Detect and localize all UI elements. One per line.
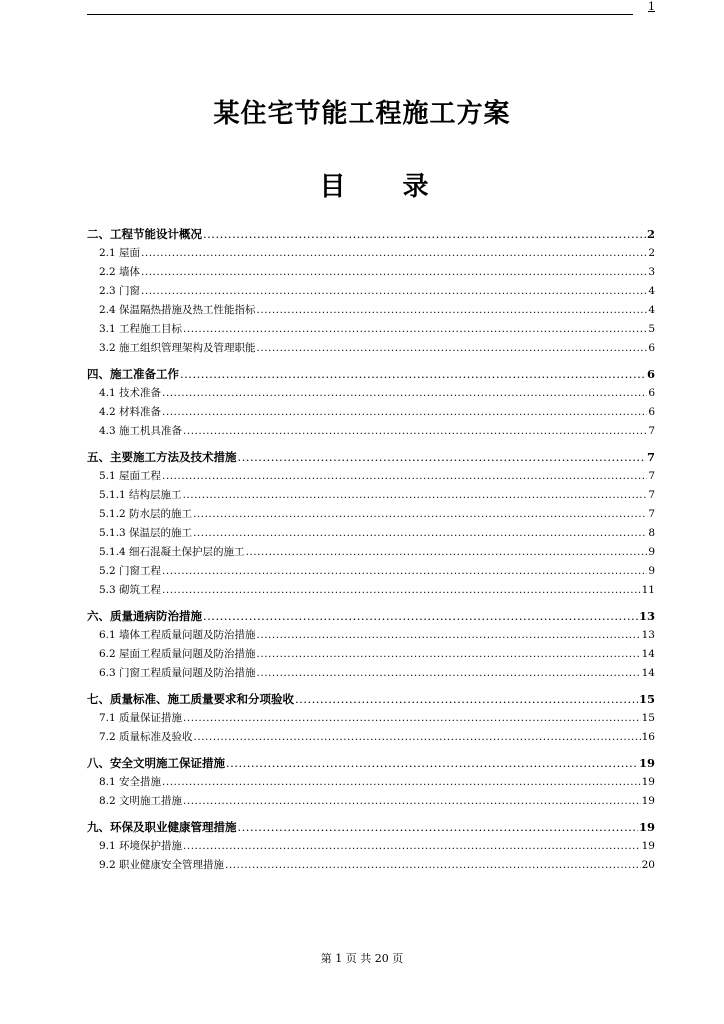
toc-entry-title: 9.1 环境保护措施	[99, 840, 183, 852]
toc-entry-page: 2	[648, 247, 655, 259]
toc-entry-title: 八、安全文明施工保证措施	[87, 756, 225, 770]
toc-dot-leader	[203, 224, 646, 244]
toc-entry-page: 14	[641, 648, 655, 660]
toc-entry-title: 3.2 施工组织管理架构及管理职能	[99, 342, 256, 354]
toc-entry-page: 4	[648, 304, 655, 316]
toc-entry-title: 8.2 文明施工措施	[99, 795, 183, 807]
toc-entry-title: 5.3 砌筑工程	[99, 584, 162, 596]
page-footer: 第 1 页 共 20 页	[320, 952, 404, 965]
toc-dot-leader	[257, 626, 641, 645]
toc-dot-leader	[257, 645, 641, 664]
toc-section-entry[interactable]	[87, 689, 655, 709]
toc-entry-page: 9	[648, 565, 655, 577]
toc-entry-title: 二、工程节能设计概况	[87, 227, 202, 241]
toc-entry-title: 六、质量通病防治措施	[87, 609, 202, 623]
toc-entry-page: 15	[641, 712, 655, 724]
toc-entry-page: 19	[641, 795, 655, 807]
toc-entry-page: 2	[646, 227, 655, 241]
toc-entry-title: 七、质量标准、施工质量要求和分项验收	[87, 692, 294, 706]
toc-section-entry[interactable]	[87, 606, 655, 626]
toc-dot-leader	[246, 543, 648, 562]
toc-dot-leader	[295, 689, 638, 709]
toc-subsection-entry[interactable]	[87, 505, 655, 524]
toc-subsection-entry[interactable]	[87, 486, 655, 505]
toc-subsection-entry[interactable]	[87, 301, 655, 320]
toc-subsection-entry[interactable]	[87, 403, 655, 422]
toc-section-entry[interactable]	[87, 364, 655, 384]
toc-dot-leader	[183, 792, 641, 811]
toc-subsection-entry[interactable]	[87, 626, 655, 645]
toc-entry-page: 16	[641, 731, 655, 743]
toc-dot-leader	[141, 263, 647, 282]
toc-entry-page: 19	[638, 820, 655, 834]
toc-section-entry[interactable]	[87, 753, 655, 773]
toc-entry-title: 9.2 职业健康安全管理措施	[99, 859, 225, 871]
header-rule	[87, 14, 633, 15]
toc-subsection-entry[interactable]	[87, 562, 655, 581]
toc-subsection-entry[interactable]	[87, 645, 655, 664]
toc-section-entry[interactable]	[87, 817, 655, 837]
toc-entry-page: 6	[648, 342, 655, 354]
toc-dot-leader	[162, 384, 647, 403]
header-page-number: 1	[648, 0, 655, 13]
toc-subsection-entry[interactable]	[87, 320, 655, 339]
toc-subsection-entry[interactable]	[87, 709, 655, 728]
toc-subsection-entry[interactable]	[87, 664, 655, 683]
toc-dot-leader	[162, 467, 647, 486]
table-of-contents	[87, 224, 655, 875]
toc-subsection-entry[interactable]	[87, 856, 655, 875]
toc-entry-title: 5.1.4 细石混凝土保护层的施工	[99, 546, 245, 558]
toc-subsection-entry[interactable]	[87, 384, 655, 403]
toc-entry-title: 4.3 施工机具准备	[99, 425, 183, 437]
toc-entry-page: 15	[638, 692, 655, 706]
toc-entry-title: 5.1.2 防水层的施工	[99, 508, 193, 520]
toc-subsection-entry[interactable]	[87, 244, 655, 263]
toc-dot-leader	[183, 422, 647, 441]
toc-entry-page: 6	[646, 367, 655, 381]
toc-subsection-entry[interactable]	[87, 792, 655, 811]
toc-entry-page: 7	[648, 489, 655, 501]
toc-entry-page: 6	[648, 406, 655, 418]
toc-entry-title: 2.3 门窗	[99, 285, 141, 297]
toc-dot-leader	[193, 505, 647, 524]
toc-dot-leader	[238, 447, 646, 467]
toc-entry-title: 2.1 屋面	[99, 247, 141, 259]
toc-subsection-entry[interactable]	[87, 339, 655, 358]
toc-subsection-entry[interactable]	[87, 773, 655, 792]
toc-entry-page: 13	[638, 609, 655, 623]
toc-entry-page: 19	[641, 840, 655, 852]
toc-dot-leader	[141, 282, 647, 301]
toc-dot-leader	[257, 339, 648, 358]
toc-entry-title: 九、环保及职业健康管理措施	[87, 820, 237, 834]
toc-heading: 目 录	[319, 172, 453, 202]
toc-entry-title: 6.3 门窗工程质量问题及防治措施	[99, 667, 256, 679]
toc-subsection-entry[interactable]	[87, 263, 655, 282]
toc-dot-leader	[238, 817, 638, 837]
toc-dot-leader	[162, 403, 647, 422]
toc-entry-title: 4.2 材料准备	[99, 406, 162, 418]
toc-entry-page: 4	[648, 285, 655, 297]
toc-entry-title: 3.1 工程施工目标	[99, 323, 183, 335]
toc-entry-title: 7.1 质量保证措施	[99, 712, 183, 724]
toc-entry-title: 4.1 技术准备	[99, 387, 162, 399]
toc-entry-page: 7	[646, 450, 655, 464]
toc-dot-leader	[226, 753, 638, 773]
toc-entry-page: 7	[648, 508, 655, 520]
toc-dot-leader	[257, 664, 641, 683]
toc-subsection-entry[interactable]	[87, 422, 655, 441]
toc-subsection-entry[interactable]	[87, 728, 655, 747]
toc-dot-leader	[183, 837, 641, 856]
toc-subsection-entry[interactable]	[87, 524, 655, 543]
toc-entry-page: 8	[648, 527, 655, 539]
toc-dot-leader	[180, 364, 646, 384]
toc-subsection-entry[interactable]	[87, 581, 655, 600]
toc-entry-page: 14	[641, 667, 655, 679]
toc-dot-leader	[162, 581, 641, 600]
toc-entry-page: 11	[641, 584, 655, 596]
toc-dot-leader	[194, 728, 641, 747]
toc-entry-title: 五、主要施工方法及技术措施	[87, 450, 237, 464]
toc-section-entry[interactable]	[87, 224, 655, 244]
toc-section-entry[interactable]	[87, 447, 655, 467]
toc-entry-title: 5.1.1 结构层施工	[99, 489, 182, 501]
toc-entry-title: 7.2 质量标准及验收	[99, 731, 193, 743]
toc-entry-page: 7	[648, 470, 655, 482]
toc-entry-page: 13	[641, 629, 655, 641]
toc-subsection-entry[interactable]	[87, 543, 655, 562]
toc-dot-leader	[162, 773, 641, 792]
toc-entry-page: 5	[648, 323, 655, 335]
toc-dot-leader	[183, 486, 648, 505]
toc-entry-title: 四、施工准备工作	[87, 367, 179, 381]
toc-entry-page: 6	[648, 387, 655, 399]
toc-entry-title: 5.1.3 保温层的施工	[99, 527, 193, 539]
toc-entry-page: 9	[648, 546, 655, 558]
toc-entry-page: 7	[648, 425, 655, 437]
toc-entry-page: 3	[648, 266, 655, 278]
toc-entry-title: 8.1 安全措施	[99, 776, 162, 788]
toc-dot-leader	[183, 709, 641, 728]
toc-entry-page: 20	[641, 859, 655, 871]
document-title: 某住宅节能工程施工方案	[213, 99, 511, 129]
toc-entry-title: 5.1 屋面工程	[99, 470, 162, 482]
toc-dot-leader	[193, 524, 647, 543]
toc-dot-leader	[257, 301, 648, 320]
toc-dot-leader	[162, 562, 647, 581]
toc-dot-leader	[225, 856, 641, 875]
toc-entry-title: 6.2 屋面工程质量问题及防治措施	[99, 648, 256, 660]
toc-entry-title: 2.2 墙体	[99, 266, 141, 278]
toc-entry-title: 2.4 保温隔热措施及热工性能指标	[99, 304, 256, 316]
toc-dot-leader	[203, 606, 638, 626]
toc-subsection-entry[interactable]	[87, 282, 655, 301]
toc-entry-title: 6.1 墙体工程质量问题及防治措施	[99, 629, 256, 641]
toc-subsection-entry[interactable]	[87, 837, 655, 856]
toc-dot-leader	[141, 244, 647, 263]
toc-entry-page: 19	[641, 776, 655, 788]
toc-entry-page: 19	[638, 756, 655, 770]
toc-entry-title: 5.2 门窗工程	[99, 565, 162, 577]
toc-subsection-entry[interactable]	[87, 467, 655, 486]
toc-dot-leader	[183, 320, 647, 339]
